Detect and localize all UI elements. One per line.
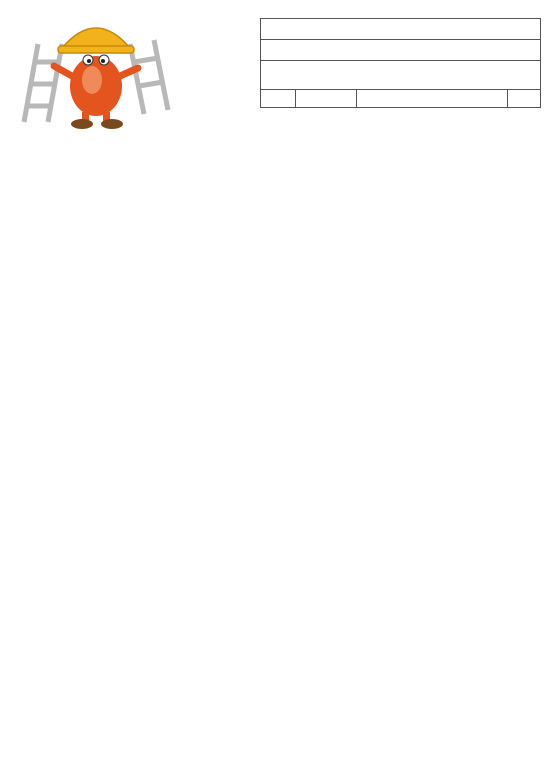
package-spec-table: [260, 18, 541, 108]
header-item: [261, 90, 296, 108]
header-description: [357, 90, 508, 108]
package-title: [261, 19, 541, 40]
table-header-row: [261, 90, 541, 108]
height-info: [261, 61, 541, 90]
header-qty: [508, 90, 541, 108]
package-subtitle: [261, 40, 541, 61]
dr-scaffold-mascot-logo: [18, 14, 178, 154]
header-code: [296, 90, 357, 108]
tower-drawing: [0, 300, 558, 730]
